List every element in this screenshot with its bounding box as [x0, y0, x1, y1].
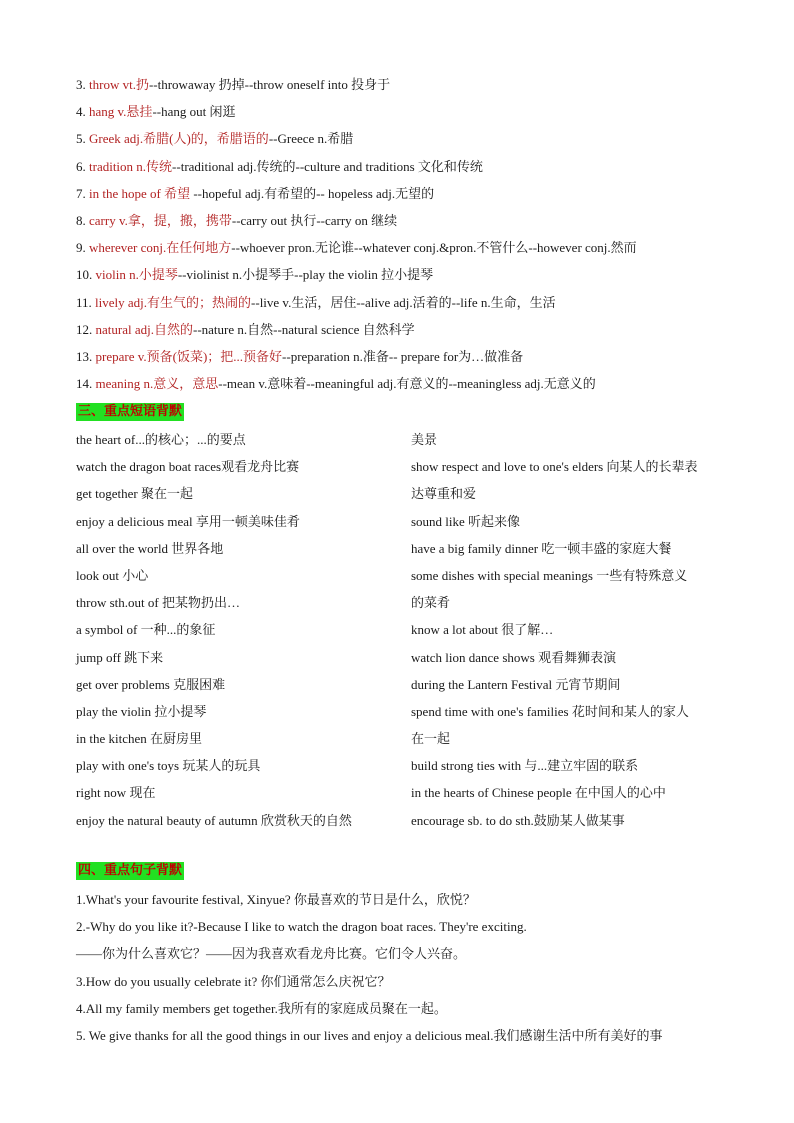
phrase-row	[76, 620, 756, 647]
sentence-item: 5. We give thanks for all the good things in our lives and enjoy a delicious meal.我们感谢生活中所有美好的事	[76, 1027, 663, 1043]
phrase-right: 达尊重和爱	[411, 486, 477, 502]
phrase-left: enjoy the natural beauty of autumn 欣赏秋天的自然	[76, 812, 352, 828]
phrase-right: know a lot about 很了解…	[411, 622, 554, 638]
phrase-left: get over problems 克服困难	[76, 676, 226, 692]
vocab-item: 3. throw vt.扔--throwaway 扔掉--throw oneself into 投身于	[76, 77, 391, 92]
phrase-row	[76, 729, 756, 756]
phrase-left: enjoy a delicious meal 享用一顿美味佳肴	[76, 513, 300, 529]
phrase-left: get together 聚在一起	[76, 486, 193, 502]
phrase-row	[76, 457, 756, 484]
vocab-item: 14. meaning n.意义，意思--mean v.意味着--meaningful adj.有意义的--meaningless adj.无意义的	[76, 376, 596, 392]
sentence-item: 2.-Why do you like it?-Because I like to watch the dragon boat races. They're exciting.	[76, 919, 527, 935]
phrase-right: have a big family dinner 吃一顿丰盛的家庭大餐	[411, 540, 672, 556]
sentence-item: 4.All my family members get together.我所有的家庭成员聚在一起。	[76, 1000, 447, 1016]
phrase-right: during the Lantern Festival 元宵节期间	[411, 676, 621, 692]
vocab-item: 13. prepare v.预备(饭菜)；把...预备好--preparation n.准备-- prepare for为…做准备	[76, 348, 524, 364]
phrase-row	[76, 783, 756, 810]
vocab-item: 4. hang v.悬挂--hang out 闲逛	[76, 104, 236, 120]
phrase-right: 美景	[411, 432, 438, 447]
phrase-row	[76, 702, 756, 729]
phrase-right: some dishes with special meanings 一些有特殊意义	[411, 567, 688, 583]
phrase-left: jump off 跳下来	[76, 649, 164, 665]
phrase-left: a symbol of 一种...的象征	[76, 622, 216, 638]
vocab-item: 12. natural adj.自然的--nature n.自然--natural science 自然科学	[76, 321, 415, 337]
phrase-right: show respect and love to one's elders 向某人的长辈表	[411, 459, 698, 475]
phrase-left: throw sth.out of 把某物扔出…	[76, 595, 240, 611]
phrase-row	[76, 512, 756, 539]
sentence-item: ——你为什么喜欢它？——因为我喜欢看龙舟比赛。它们令人兴奋。	[76, 946, 467, 962]
phrase-right: spend time with one's families 花时间和某人的家人	[411, 703, 689, 719]
sentence-item: 1.What's your favourite festival, Xinyue? 你最喜欢的节日是什么，欣悦？	[76, 892, 476, 907]
vocabulary-list	[76, 75, 756, 401]
phrase-row	[76, 566, 756, 593]
phrase-left: look out 小心	[76, 567, 149, 583]
phrase-row	[76, 648, 756, 675]
vocab-item: 5. Greek adj.希腊(人)的，希腊语的--Greece n.希腊	[76, 131, 354, 147]
phrase-right: in the hearts of Chinese people 在中国人的心中	[411, 785, 666, 801]
phrase-table	[76, 430, 756, 838]
vocab-item: 11. lively adj.有生气的；热闹的--live v.生活，居住--alive adj.活着的--life n.生命，生活	[76, 294, 556, 310]
phrase-left: the heart of...的核心；...的要点	[76, 432, 246, 447]
phrase-left: play with one's toys 玩某人的玩具	[76, 758, 261, 774]
vocab-item: 10. violin n.小提琴--violinist n.小提琴手--play the violin 拉小提琴	[76, 267, 434, 283]
phrase-left: right now 现在	[76, 785, 156, 801]
section-heading-sentences: 四、重点句子背默	[78, 863, 183, 878]
phrase-right: encourage sb. to do sth.鼓励某人做某事	[411, 812, 625, 828]
phrase-row	[76, 675, 756, 702]
phrase-row	[76, 430, 756, 457]
vocab-item: 7. in the hope of 希望 --hopeful adj.有希望的-- hopeless adj.无望的	[76, 185, 435, 201]
phrase-left: watch the dragon boat races观看龙舟比赛	[76, 459, 300, 475]
phrase-right: build strong ties with 与...建立牢固的联系	[411, 758, 639, 774]
phrase-row	[76, 593, 756, 620]
sentence-list	[76, 890, 756, 1053]
phrase-row	[76, 539, 756, 566]
phrase-row	[76, 811, 756, 838]
sentence-item: 3.How do you usually celebrate it? 你们通常怎么庆祝它？	[76, 973, 391, 989]
vocab-item: 6. tradition n.传统--traditional adj.传统的--culture and traditions 文化和传统	[76, 158, 483, 174]
vocab-item: 9. wherever conj.在任何地方--whoever pron.无论谁--whatever conj.&pron.不管什么--however conj.然而	[76, 240, 637, 256]
vocab-item: 8. carry v.拿，提，搬，携带--carry out 执行--carry on 继续	[76, 212, 398, 228]
phrase-row	[76, 756, 756, 783]
phrase-right: 的菜肴	[411, 595, 451, 611]
phrase-left: play the violin 拉小提琴	[76, 703, 207, 719]
phrase-row	[76, 484, 756, 511]
phrase-right: watch lion dance shows 观看舞狮表演	[411, 649, 617, 665]
phrase-left: all over the world 世界各地	[76, 540, 224, 556]
phrase-right: sound like 听起来像	[411, 513, 521, 529]
phrase-right: 在一起	[411, 731, 451, 747]
section-heading-phrases: 三、重点短语背默	[78, 404, 183, 419]
phrase-left: in the kitchen 在厨房里	[76, 731, 203, 747]
